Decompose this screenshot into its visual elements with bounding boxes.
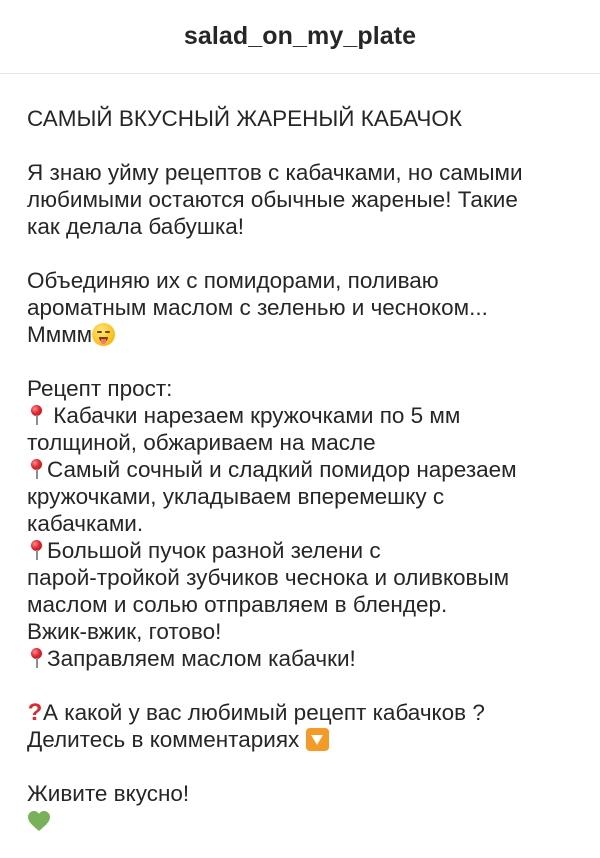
caption-line: Я знаю уйму рецептов с кабачками, но самыми <box>27 160 523 185</box>
green-heart-icon <box>27 810 51 832</box>
caption-title: САМЫЙ ВКУСНЫЙ ЖАРЕНЫЙ КАБАЧОК <box>27 106 462 131</box>
recipe-step <box>27 537 573 564</box>
round-pushpin-icon <box>27 458 45 480</box>
down-arrow-button-icon <box>306 728 329 751</box>
caption-line: парой-тройкой зубчиков чеснока и оливковым <box>27 565 510 590</box>
caption-line: маслом и солью отправляем в блендер. <box>27 592 448 617</box>
caption-line <box>27 321 573 348</box>
recipe-step-text: Кабачки нарезаем кружочками по 5 мм <box>47 403 461 428</box>
recipe-step <box>27 402 573 429</box>
caption-line: как делала бабушка! <box>27 214 245 239</box>
round-pushpin-icon <box>27 539 45 561</box>
caption-line <box>27 726 573 753</box>
signoff: Живите вкусно! <box>27 781 190 806</box>
caption-line: кружочками, укладываем вперемешку с <box>27 484 445 509</box>
recipe-step <box>27 645 573 672</box>
recipe-heading: Рецепт прост: <box>27 376 173 401</box>
round-pushpin-icon <box>27 404 45 426</box>
caption-line: толщиной, обжариваем на масле <box>27 430 376 455</box>
recipe-step-text: Самый сочный и сладкий помидор нарезаем <box>47 457 517 482</box>
heart-line <box>27 807 573 834</box>
recipe-step <box>27 456 573 483</box>
caption-text: Делитесь в комментариях <box>27 727 306 752</box>
caption-line: кабачками. <box>27 511 144 536</box>
recipe-step-text: Заправляем маслом кабачки! <box>47 646 356 671</box>
caption-line: Вжик-вжик, готово! <box>27 619 222 644</box>
username[interactable]: salad_on_my_plate <box>183 22 417 50</box>
caption-line: любимыми остаются обычные жареные! Такие <box>27 187 518 212</box>
red-question-mark-icon: ? <box>27 699 43 726</box>
caption-text: Мммм <box>27 322 93 347</box>
post-header <box>0 0 600 74</box>
question-line <box>27 699 573 726</box>
caption-line: Объединяю их с помидорами, поливаю <box>27 268 439 293</box>
recipe-step-text: Большой пучок разной зелени с <box>47 538 381 563</box>
drooling-face-icon <box>92 323 115 346</box>
round-pushpin-icon <box>27 647 45 669</box>
post-caption <box>0 74 600 834</box>
caption-line: ароматным маслом с зеленью и чесноком... <box>27 295 488 320</box>
question-text: А какой у вас любимый рецепт кабачков ? <box>43 700 485 725</box>
